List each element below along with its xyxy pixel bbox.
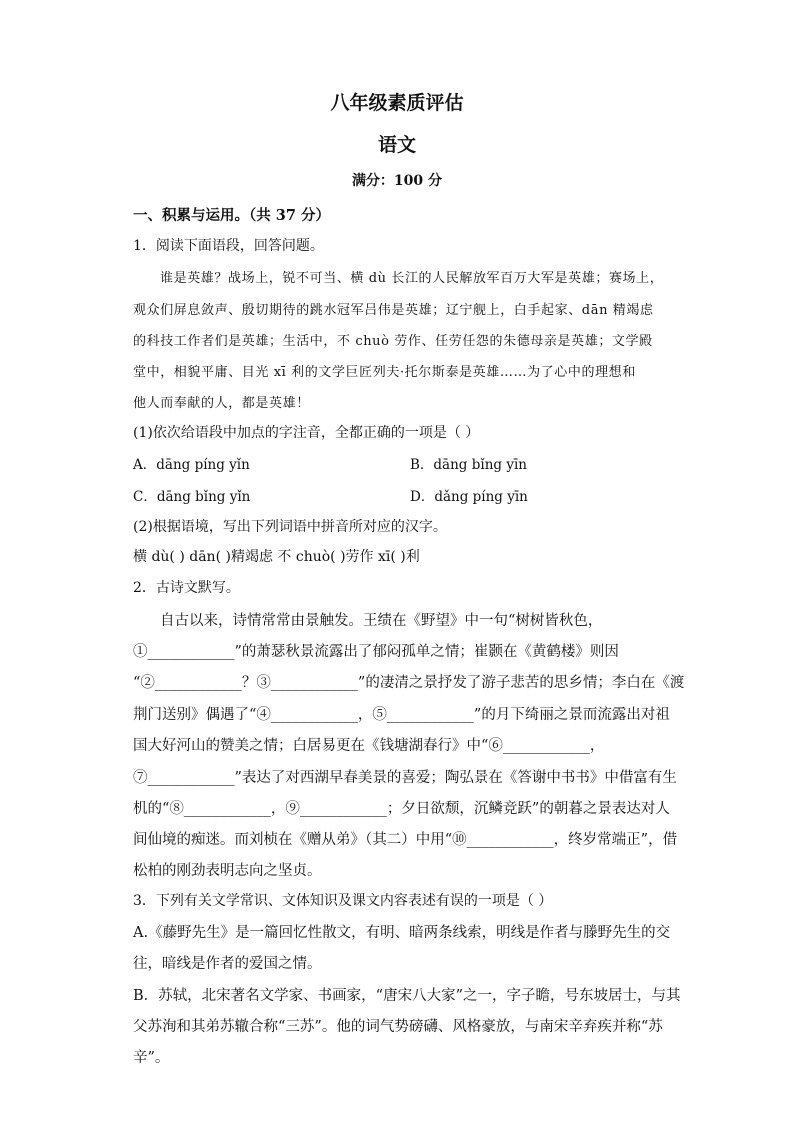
question-3-option-line: B．苏轼，北宋著名文学家、书画家，“唐宋八大家”之一，字子瞻，号东坡居士，与其 — [133, 988, 681, 1004]
question-3-option-line: 父苏洵和其弟苏辙合称“三苏”。他的词气势磅礴、风格豪放，与南宋辛弃疾并称“苏 — [133, 1019, 663, 1035]
section-heading: 一、积累与运用。（共 37 分） — [133, 207, 331, 224]
poem-fill-line: 间仙境的痴迷。而刘桢在《赠从弟》（其二）中用“⑩____________，终岁常端正”，借 — [133, 832, 678, 848]
poem-fill-line: “②____________？③____________”的凄清之景抒发了游子悲苦的思乡情；李白在《渡 — [133, 675, 685, 691]
passage-line: 谁是英雄？战场上，锐不可当、横 dù 长江的人民解放军百万大军是英雄；赛场上， — [160, 271, 664, 286]
question-3-stem: 3．下列有关文学常识、文体知识及课文内容表述有误的一项是（ ） — [133, 893, 553, 909]
option-b: B．dāng bǐng yīn — [410, 457, 527, 473]
poem-fill-line: 荆门送别》偶遇了“④____________，⑤____________”的月下绮丽之景而流露出对祖 — [133, 707, 670, 723]
question-2-stem: 2．古诗文默写。 — [133, 580, 240, 596]
question-1-stem: 1．阅读下面语段，回答问题。 — [133, 238, 324, 254]
passage-line: 的科技工作者们是英雄；生活中，不 chuò 劳作、任劳任怨的朱德母亲是英雄；文学殿 — [133, 334, 653, 349]
poem-fill-line: ⑦____________”表达了对西湖早春美景的喜爱；陶弘景在《答谢中书书》中借富有生 — [133, 770, 677, 786]
exam-subject: 语文 — [377, 134, 416, 156]
passage-line: 他人而奉献的人，都是英雄！ — [133, 396, 310, 411]
question-3-option-line: 往，暗线是作者的爱国之情。 — [133, 956, 322, 972]
question-1-fill-blanks: 横 dù( ) dān( )精竭虑 不 chuò( )劳作 xī( )利 — [133, 549, 420, 565]
passage-line: 堂中，相貌平庸、目光 xī 利的文学巨匠列夫·托尔斯泰是英雄……为了心中的理想和 — [133, 365, 636, 380]
passage-line: 观众们屏息敛声、殷切期待的跳水冠军吕伟是英雄；辽宁舰上，白手起家、dān 精竭虑 — [133, 303, 654, 318]
option-d: D．dǎng píng yīn — [410, 489, 528, 505]
exam-full-score: 满分：100 分 — [351, 173, 443, 189]
question-1-sub1: (1)依次给语段中加点的字注音，全都正确的一项是（ ） — [133, 425, 480, 441]
question-3-option-line: A.《藤野先生》是一篇回忆性散文，有明、暗两条线索，明线是作者与滕野先生的交 — [133, 925, 671, 941]
poem-fill-line: 松柏的刚劲表明志向之坚贞。 — [133, 863, 322, 879]
poem-fill-line: 机的“⑧____________，⑨____________；夕日欲颓，沉鳞竞跃”的朝暮之景表达对人 — [133, 801, 670, 817]
question-3-option-line: 辛”。 — [133, 1050, 170, 1066]
poem-fill-line: 自古以来，诗情常常由景触发。王绩在《野望》中一句“树树皆秋色， — [160, 613, 603, 629]
question-1-sub2: (2)根据语境，写出下列词语中拼音所对应的汉字。 — [133, 519, 447, 535]
poem-fill-line: ①____________”的萧瑟秋景流露出了郁闷孤单之情；崔颢在《黄鹤楼》则因 — [133, 644, 619, 660]
exam-title: 八年级素质评估 — [330, 92, 464, 114]
poem-fill-line: 国大好河山的赞美之情；白居易更在《钱塘湖春行》中“⑥____________， — [133, 738, 605, 754]
option-a: A．dāng píng yǐn — [133, 457, 250, 473]
option-c: C．dāng bǐng yǐn — [133, 489, 251, 505]
